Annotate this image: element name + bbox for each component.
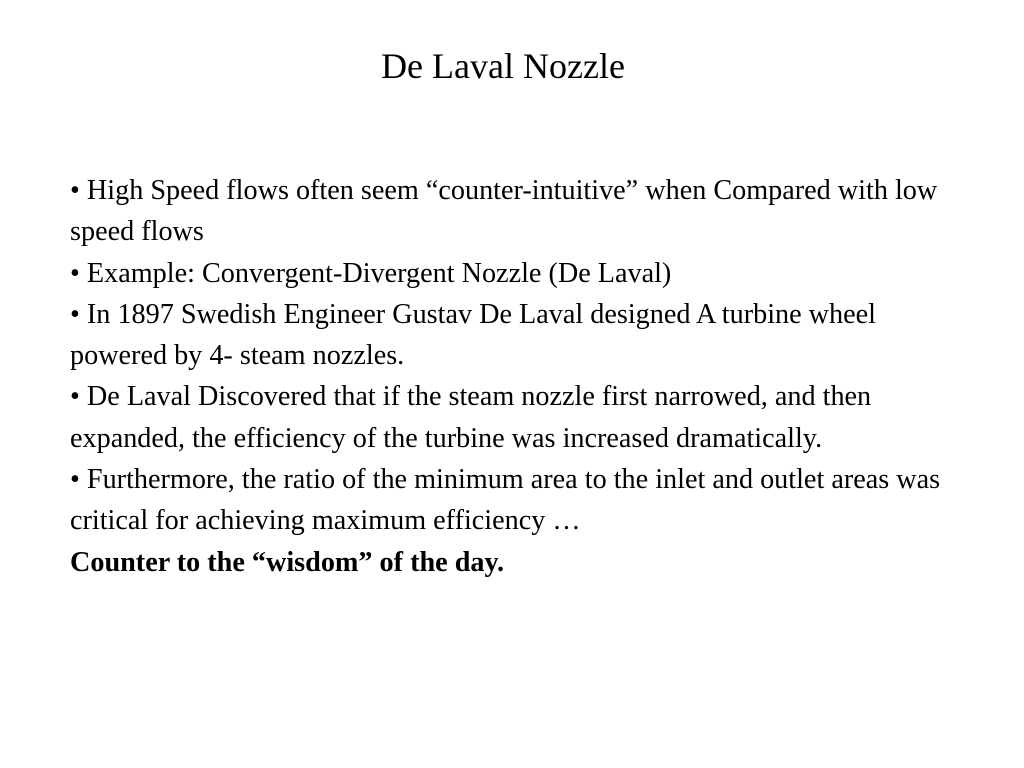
slide-body [70,170,950,583]
slide-title: De Laval Nozzle [381,46,625,86]
bullet-area-ratio: • Furthermore, the ratio of the minimum area to the inlet and outlet areas was critical for achieving maximum efficiency … [70,464,941,537]
bullet-discovery: • De Laval Discovered that if the steam nozzle first narrowed, and then expanded, the efficiency of the turbine was increased dramatically. [70,381,872,454]
conclusion-text: Counter to the “wisdom” of the day. [70,546,505,578]
bullet-high-speed-flows: • High Speed flows often seem “counter-intuitive” when Compared with low speed flows [70,175,938,248]
bullet-1897-turbine: • In 1897 Swedish Engineer Gustav De Laval designed A turbine wheel powered by 4- steam nozzles. [70,298,876,372]
bullet-example: • Example: Convergent-Divergent Nozzle (De Laval) [70,257,672,289]
